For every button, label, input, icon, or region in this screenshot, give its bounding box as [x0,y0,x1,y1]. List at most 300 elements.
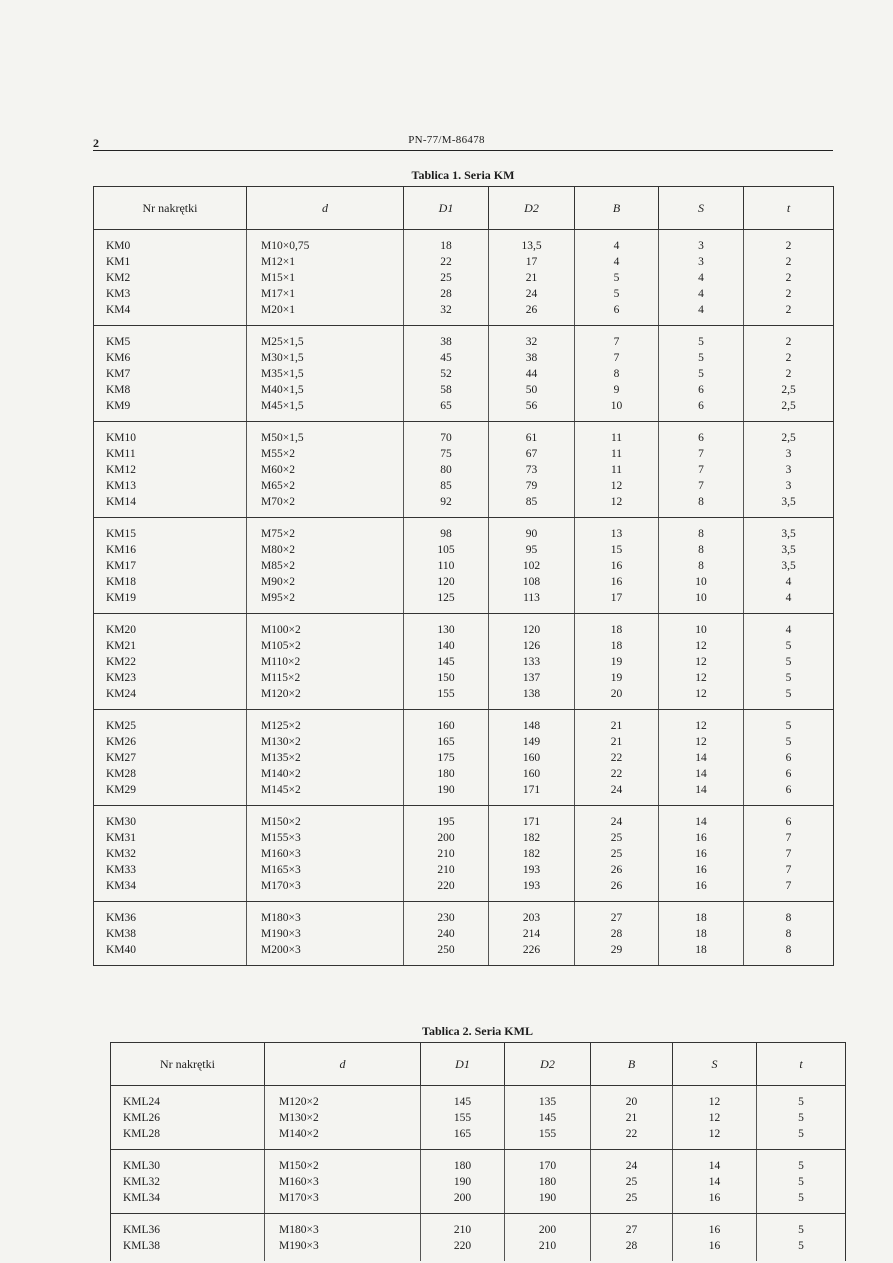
d1-value: 32 [404,302,489,326]
s-value: 12 [673,1110,757,1126]
table2-header-row [111,1043,846,1086]
d2-value: 135 [505,1086,591,1111]
thread-d: M35×1,5 [247,366,404,382]
nut-number: KM15 [94,518,247,543]
b-value: 15 [575,542,659,558]
t-value: 5 [798,1160,804,1172]
s-value: 8 [659,542,744,558]
s-value: 12 [673,1126,757,1150]
t-value: 6 [785,816,792,828]
b-value: 4 [575,230,659,255]
nut-number: KML30 [111,1150,265,1175]
d2-value: 17 [489,254,575,270]
table-row [94,494,834,518]
table-row [94,782,834,806]
d1-value: 110 [404,558,489,574]
b-value: 5 [575,286,659,302]
d1-value: 230 [404,902,489,927]
d1-value: 105 [404,542,489,558]
d2-value: 21 [489,270,575,286]
b-value: 10 [575,398,659,422]
d2-value: 56 [489,398,575,422]
t-value: 4 [744,590,834,614]
d2-value: 108 [489,574,575,590]
t-value: 7 [744,878,834,902]
table-row [111,1110,846,1126]
d2-value: 26 [489,302,575,326]
d2-value: 126 [489,638,575,654]
s-value: 14 [673,1174,757,1190]
table-row [94,366,834,382]
d2-value: 148 [489,710,575,735]
nut-number: KM18 [94,574,247,590]
t-value: 5 [785,672,792,684]
nut-number: KM26 [94,734,247,750]
table-row [94,350,834,366]
d2-value: 171 [489,782,575,806]
t-value: 2 [785,240,792,252]
t-value: 5 [785,640,792,652]
d2-value: 85 [489,494,575,518]
d1-value: 92 [404,494,489,518]
table-row [94,398,834,422]
s-value: 12 [673,1086,757,1111]
col-header-d: d [247,187,404,230]
d1-value: 45 [404,350,489,366]
thread-d: M25×1,5 [247,326,404,351]
b-value: 25 [575,830,659,846]
nut-number: KM12 [94,462,247,478]
table-row [94,574,834,590]
thread-d: M145×2 [247,782,404,806]
nut-number: KML38 [111,1238,265,1261]
t-value: 2,5 [781,432,796,444]
header-rule [93,150,833,151]
t-value: 3,5 [781,544,796,556]
table1-header-row [94,187,834,230]
t-value: 2 [785,272,792,284]
thread-d: M90×2 [247,574,404,590]
thread-d: M80×2 [247,542,404,558]
d2-value: 200 [505,1214,591,1239]
thread-d: M180×3 [247,902,404,927]
d1-value: 220 [404,878,489,902]
b-value: 21 [575,710,659,735]
nut-number: KM38 [94,926,247,942]
d1-value: 140 [404,638,489,654]
nut-number: KM22 [94,654,247,670]
table1-caption: Tablica 1. Seria KM [411,168,515,182]
t-value: 2 [785,288,792,300]
s-value: 7 [659,446,744,462]
nut-number: KM8 [94,382,247,398]
b-value: 5 [575,270,659,286]
t-value: 5 [785,656,792,668]
d1-value: 18 [404,230,489,255]
thread-d: M170×3 [265,1190,421,1214]
thread-d: M125×2 [247,710,404,735]
nut-number: KM23 [94,670,247,686]
d1-value: 195 [404,806,489,831]
d2-value: 133 [489,654,575,670]
table-row [94,902,834,927]
d2-value: 137 [489,670,575,686]
s-value: 12 [659,710,744,735]
nut-number: KM29 [94,782,247,806]
col-header-d: d [265,1043,421,1086]
col-header-b: B [591,1043,673,1086]
s-value: 16 [673,1190,757,1214]
t-value: 7 [785,848,792,860]
b-value: 27 [591,1214,673,1239]
d1-value: 75 [404,446,489,462]
b-value: 24 [575,782,659,806]
d2-value: 120 [489,614,575,639]
t-value: 7 [785,864,792,876]
standard-id: PN-77/M-86478 [408,134,485,146]
t-value: 8 [785,912,792,924]
d2-value: 44 [489,366,575,382]
table-row [111,1126,846,1150]
table-row [111,1238,846,1261]
t-value: 8 [785,928,792,940]
nut-number: KM1 [94,254,247,270]
thread-d: M140×2 [247,766,404,782]
d1-value: 58 [404,382,489,398]
col-header-d1-label: D1 [438,200,454,215]
b-value: 16 [575,558,659,574]
b-value: 11 [575,446,659,462]
thread-d: M155×3 [247,830,404,846]
d1-value: 200 [404,830,489,846]
table-row [94,862,834,878]
b-value: 18 [575,614,659,639]
b-value: 26 [575,862,659,878]
t-value: 6 [785,768,792,780]
table-row [94,558,834,574]
s-value: 7 [659,462,744,478]
table-row [94,382,834,398]
s-value: 10 [659,574,744,590]
s-value: 16 [659,878,744,902]
thread-d: M115×2 [247,670,404,686]
thread-d: M120×2 [247,686,404,710]
b-value: 8 [575,366,659,382]
b-value: 7 [575,326,659,351]
thread-d: M85×2 [247,558,404,574]
thread-d: M15×1 [247,270,404,286]
table-row [94,446,834,462]
b-value: 11 [575,462,659,478]
b-value: 22 [591,1126,673,1150]
table-row [94,734,834,750]
t-value: 3,5 [744,494,834,518]
table-row [94,670,834,686]
s-value: 18 [659,942,744,966]
nut-number: KM0 [94,230,247,255]
b-value: 12 [575,478,659,494]
d1-value: 145 [421,1086,505,1111]
b-value: 22 [575,766,659,782]
t-value: 5 [798,1224,804,1236]
b-value: 24 [575,806,659,831]
nut-number: KM36 [94,902,247,927]
thread-d: M75×2 [247,518,404,543]
d2-value: 182 [489,830,575,846]
t-value: 3 [785,448,792,460]
table1-body [94,230,834,966]
b-value: 21 [575,734,659,750]
d1-value: 160 [404,710,489,735]
t-value: 6 [744,782,834,806]
d2-value: 145 [505,1110,591,1126]
b-value: 12 [575,494,659,518]
nut-number: KM5 [94,326,247,351]
t-value: 5 [785,736,792,748]
d2-value: 149 [489,734,575,750]
d2-value: 210 [505,1238,591,1261]
thread-d: M50×1,5 [247,422,404,447]
b-value: 11 [575,422,659,447]
t-value: 2 [785,368,792,380]
d1-value: 120 [404,574,489,590]
nut-number: KM9 [94,398,247,422]
d2-value: 73 [489,462,575,478]
s-value: 14 [659,766,744,782]
d2-value: 203 [489,902,575,927]
thread-d: M55×2 [247,446,404,462]
d1-value: 70 [404,422,489,447]
table-row [94,286,834,302]
b-value: 20 [575,686,659,710]
col-header-t: t [757,1043,846,1086]
s-value: 14 [673,1150,757,1175]
d2-value: 182 [489,846,575,862]
page-number: 2 [93,136,99,150]
nut-number: KML32 [111,1174,265,1190]
table-row [94,942,834,966]
d1-value: 180 [421,1150,505,1175]
b-value: 7 [575,350,659,366]
thread-d: M180×3 [265,1214,421,1239]
table-row [94,478,834,494]
t-value: 5 [798,1112,804,1124]
d1-value: 38 [404,326,489,351]
nut-number: KM4 [94,302,247,326]
d1-value: 240 [404,926,489,942]
t-value: 6 [785,752,792,764]
s-value: 16 [673,1238,757,1261]
col-header-d2-label: D2 [540,1056,555,1071]
thread-d: M165×3 [247,862,404,878]
nut-number: KM13 [94,478,247,494]
nut-number: KM2 [94,270,247,286]
b-value: 26 [575,878,659,902]
t-value: 3,5 [781,528,796,540]
nut-number: KM3 [94,286,247,302]
t-value: 5 [785,720,792,732]
table-row [111,1150,846,1175]
d1-value: 22 [404,254,489,270]
b-value: 6 [575,302,659,326]
nut-number: KM27 [94,750,247,766]
t-value: 4 [785,576,792,588]
table-row [94,846,834,862]
s-value: 4 [659,270,744,286]
d2-value: 160 [489,750,575,766]
thread-d: M95×2 [247,590,404,614]
d2-value: 138 [489,686,575,710]
b-value: 22 [575,750,659,766]
d2-value: 155 [505,1126,591,1150]
col-header-d1 [421,1043,505,1086]
b-value: 20 [591,1086,673,1111]
t-value: 2 [785,256,792,268]
d2-value: 160 [489,766,575,782]
d2-value: 24 [489,286,575,302]
table-row [94,326,834,351]
d2-value: 67 [489,446,575,462]
col-header-s: S [673,1043,757,1086]
nut-number: KM11 [94,446,247,462]
nut-number: KML28 [111,1126,265,1150]
d1-value: 190 [404,782,489,806]
b-value: 28 [575,926,659,942]
t-value: 2 [744,302,834,326]
s-value: 6 [659,422,744,447]
table-row [94,750,834,766]
table-row [94,686,834,710]
thread-d: M200×3 [247,942,404,966]
s-value: 8 [659,494,744,518]
table-row [94,638,834,654]
table-row [94,254,834,270]
d1-value: 150 [404,670,489,686]
d1-value: 130 [404,614,489,639]
d1-value: 155 [404,686,489,710]
nut-number: KM17 [94,558,247,574]
b-value: 24 [591,1150,673,1175]
d2-value: 190 [505,1190,591,1214]
thread-d: M17×1 [247,286,404,302]
s-value: 18 [659,902,744,927]
table-row [111,1174,846,1190]
s-value: 12 [659,734,744,750]
t-value: 2,5 [781,384,796,396]
s-value: 16 [673,1214,757,1239]
s-value: 18 [659,926,744,942]
d1-value: 145 [404,654,489,670]
nut-number: KM40 [94,942,247,966]
s-value: 5 [659,350,744,366]
s-value: 5 [659,366,744,382]
thread-d: M20×1 [247,302,404,326]
d2-value: 38 [489,350,575,366]
nut-number: KM24 [94,686,247,710]
d2-value: 79 [489,478,575,494]
t-value: 3,5 [781,560,796,572]
t-value: 8 [744,942,834,966]
table-row [94,462,834,478]
s-value: 6 [659,398,744,422]
col-header-nr: Nr nakrętki [94,187,247,230]
thread-d: M170×3 [247,878,404,902]
thread-d: M65×2 [247,478,404,494]
d2-value: 214 [489,926,575,942]
thread-d: M60×2 [247,462,404,478]
s-value: 10 [659,590,744,614]
table-row [94,878,834,902]
t-value: 2,5 [744,398,834,422]
nut-number: KM25 [94,710,247,735]
t-value: 2 [785,336,792,348]
s-value: 12 [659,670,744,686]
thread-d: M40×1,5 [247,382,404,398]
t-value: 5 [744,686,834,710]
thread-d: M160×3 [265,1174,421,1190]
table1-seria-km [93,186,834,966]
s-value: 16 [659,862,744,878]
b-value: 4 [575,254,659,270]
t-value: 4 [785,624,792,636]
thread-d: M110×2 [247,654,404,670]
d1-value: 175 [404,750,489,766]
s-value: 14 [659,782,744,806]
table-row [94,230,834,255]
col-header-b: B [575,187,659,230]
d1-value: 155 [421,1110,505,1126]
table-row [94,422,834,447]
d2-value: 102 [489,558,575,574]
d1-value: 210 [404,846,489,862]
nut-number: KML34 [111,1190,265,1214]
t-value: 3 [785,464,792,476]
s-value: 6 [659,382,744,398]
thread-d: M70×2 [247,494,404,518]
d2-value: 50 [489,382,575,398]
nut-number: KM28 [94,766,247,782]
thread-d: M105×2 [247,638,404,654]
table-row [94,270,834,286]
d1-value: 165 [404,734,489,750]
thread-d: M12×1 [247,254,404,270]
table-row [111,1214,846,1239]
b-value: 27 [575,902,659,927]
d2-value: 32 [489,326,575,351]
table-row [94,518,834,543]
thread-d: M130×2 [247,734,404,750]
nut-number: KM33 [94,862,247,878]
d1-value: 250 [404,942,489,966]
thread-d: M130×2 [265,1110,421,1126]
b-value: 17 [575,590,659,614]
s-value: 4 [659,302,744,326]
table-row [94,654,834,670]
nut-number: KM16 [94,542,247,558]
s-value: 8 [659,518,744,543]
t-value: 3 [785,480,792,492]
t-value: 5 [798,1240,804,1252]
d2-value: 113 [489,590,575,614]
d2-value: 95 [489,542,575,558]
thread-d: M190×3 [265,1238,421,1261]
s-value: 10 [659,614,744,639]
t-value: 2 [785,352,792,364]
thread-d: M45×1,5 [247,398,404,422]
s-value: 3 [659,230,744,255]
thread-d: M10×0,75 [247,230,404,255]
b-value: 13 [575,518,659,543]
